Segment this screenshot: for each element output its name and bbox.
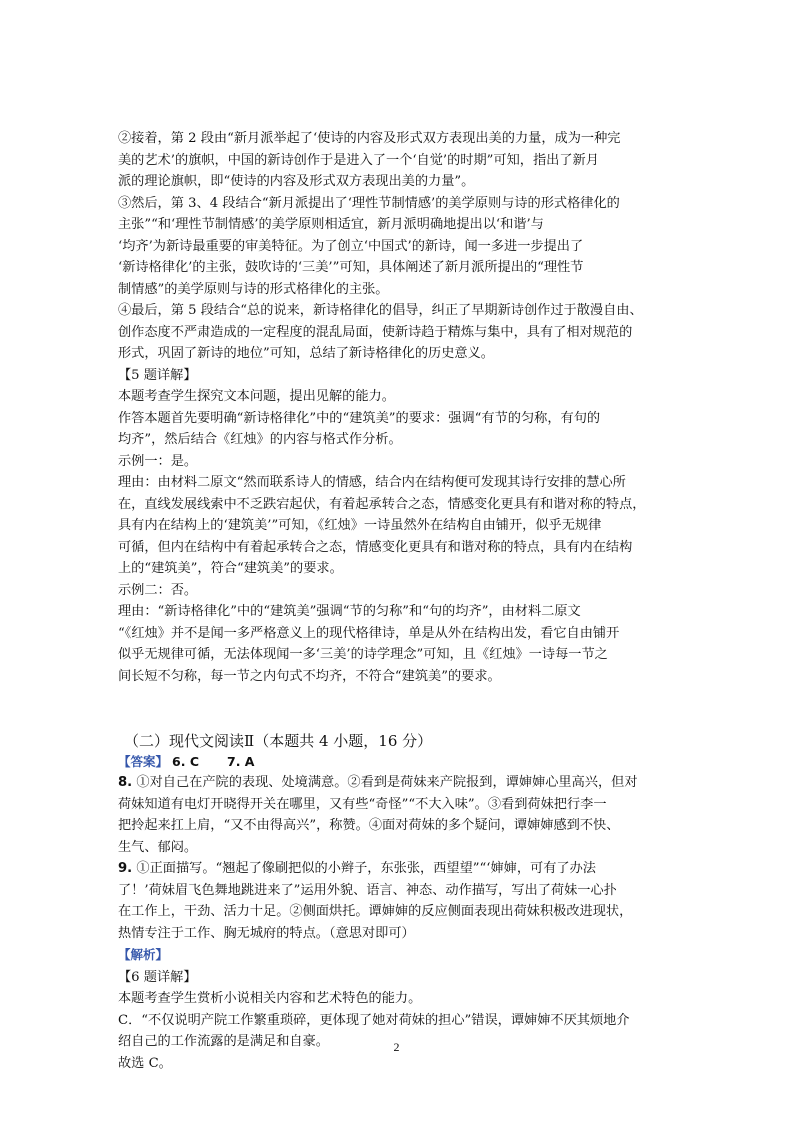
section-title: （二）现代文阅读Ⅱ（本题共 4 小题，16 分） <box>124 732 433 750</box>
text-line: 生气、郁闷。 <box>118 839 198 855</box>
analysis-label: 【解析】 <box>118 947 169 962</box>
text-line: ③然后，第 3、4 段结合“新月派提出了‘理性节制情感’的美学原则与诗的形式格律化的 <box>118 195 620 211</box>
text-line: 热情专注于工作、胸无城府的特点。（意思对即可） <box>118 925 415 941</box>
answer-8-line <box>118 772 678 794</box>
text-line: 理由：“新诗格律化”中的“建筑美”强调“节的匀称”和“句的均齐”，由材料二原文 <box>118 604 581 619</box>
text-line: 作答本题首先要明确“新诗格律化”中的“建筑美”的要求：强调“有节的匀称，有句的 <box>118 410 601 426</box>
text-line: ①对自己在产院的表现、处境满意。②看到是荷妹来产院报到，谭婶婶心里高兴，但对 <box>132 775 638 790</box>
text-line: 本题考查学生赏析小说相关内容和艺术特色的能力。 <box>118 991 422 1006</box>
document-body <box>118 128 678 1074</box>
question-9-number: 9. <box>118 861 133 876</box>
text-line: 示例一：是。 <box>118 453 198 469</box>
text-line: ②接着，第 2 段由“新月派举起了‘使诗的内容及形式双方表现出美的力量，成为一种完 <box>118 131 621 146</box>
page-number: 2 <box>393 1040 400 1054</box>
text-line: ④最后，第 5 段结合“总的说来，新诗格律化的倡导，纠正了早期新诗创作过于散漫自由、 <box>118 303 643 318</box>
question-8-number: 8. <box>118 775 133 790</box>
answer-7: 7. A <box>227 754 255 769</box>
text-line: 形式，巩固了新诗的地位”可知，总结了新诗格律化的历史意义。 <box>118 346 494 361</box>
text-line: 主张”“和‘理性节制情感’的美学原则相适宜，新月派明确地提出以‘和谐’与 <box>118 217 544 232</box>
text-line: ①正面描写。“翘起了像刷把似的小辫子，东张张，西望望”“‘婶婶，可有了办法 <box>132 861 596 876</box>
text-line: 制情感”的美学原则与诗的形式格律化的主张。 <box>118 281 389 297</box>
text-line: 把拎起来扛上肩，“又不由得高兴”，称赞。④面对荷妹的多个疑问，谭婶婶感到不快、 <box>118 818 620 833</box>
text-line: 理由：由材料二原文“然而联系诗人的情感，结合内在结构便可发现其诗行安排的慧心所 <box>118 475 626 490</box>
question-6-heading: 【6 题详解】 <box>118 969 197 985</box>
text-line: 间长短不匀称，每一节之内句式不均齐，不符合“建筑美”的要求。 <box>118 668 501 684</box>
answer-6: 6. C <box>172 754 199 769</box>
text-line: 本题考查学生探究文本问题，提出见解的能力。 <box>118 389 395 404</box>
question-5-heading: 【5 题详解】 <box>118 367 197 383</box>
text-line: ‘新诗格律化’的主张，鼓吹诗的‘三美’”可知，具体阐述了新月派所提出的“理性节 <box>118 260 584 275</box>
analysis-label-line <box>118 944 678 967</box>
text-line: 示例二：否。 <box>118 582 198 598</box>
answer-label: 【答案】 <box>118 754 169 769</box>
text-line: 了！’荷妹眉飞色舞地跳进来了”运用外貌、语言、神态、动作描写，写出了荷妹一心扑 <box>118 882 617 898</box>
text-line: 上的“建筑美”，符合“建筑美”的要求。 <box>118 561 343 576</box>
text-line: 派的理论旗帜，即“使诗的内容及形式双方表现出美的力量”。 <box>118 174 475 189</box>
text-line: 绍自己的工作流露的是满足和自豪。 <box>118 1034 329 1049</box>
text-line: 可循，但内在结构中有着起承转合之态，情感变化更具有和谐对称的特点，具有内在结构 <box>118 539 633 555</box>
text-line: 均齐”，然后结合《红烛》的内容与格式作分析。 <box>118 432 402 447</box>
text-line: 创作态度不严肃造成的一定程度的混乱局面，使新诗趋于精炼与集中，具有了相对规范的 <box>118 324 633 340</box>
text-line: 在工作上，干劲、活力十足。②侧面烘托。谭婶婶的反应侧面表现出荷妹积极改进现状， <box>118 904 633 919</box>
text-line: C．“不仅说明产院工作繁重琐碎，更体现了她对荷妹的担心”错误，谭婶婶不厌其烦地介 <box>118 1012 630 1028</box>
text-line: 在，直线发展线索中不乏跌宕起伏，有着起承转合之态，情感变化更具有和谐对称的特点， <box>118 496 646 512</box>
answer-9-line <box>118 858 678 880</box>
text-line: 美的艺术’的旗帜，中国的新诗创作于是进入了一个‘自觉’的时期”可知，指出了新月 <box>118 152 599 168</box>
text-line: 似乎无规律可循，无法体现闻一多‘三美’的诗学理念”可知，且《红烛》一诗每一节之 <box>118 647 608 662</box>
answer-line <box>118 752 678 772</box>
text-line: “《红烛》并不是闻一多严格意义上的现代格律诗，单是从外在结构出发，看它自由铺开 <box>118 625 620 641</box>
text-line: 具有内在结构上的‘建筑美’”可知，《红烛》一诗虽然外在结构自由铺开，似乎无规律 <box>118 518 602 533</box>
text-line: 荷妹知道有电灯开晓得开关在哪里，又有些“奇怪”“不大入味”。③看到荷妹把行李一 <box>118 796 607 812</box>
text-line: 故选 C。 <box>118 1055 172 1071</box>
text-line: ‘均齐’为新诗最重要的审美特征。为了创立‘中国式’的新诗，闻一多进一步提出了 <box>118 238 584 254</box>
analysis-continued-block <box>118 128 678 687</box>
